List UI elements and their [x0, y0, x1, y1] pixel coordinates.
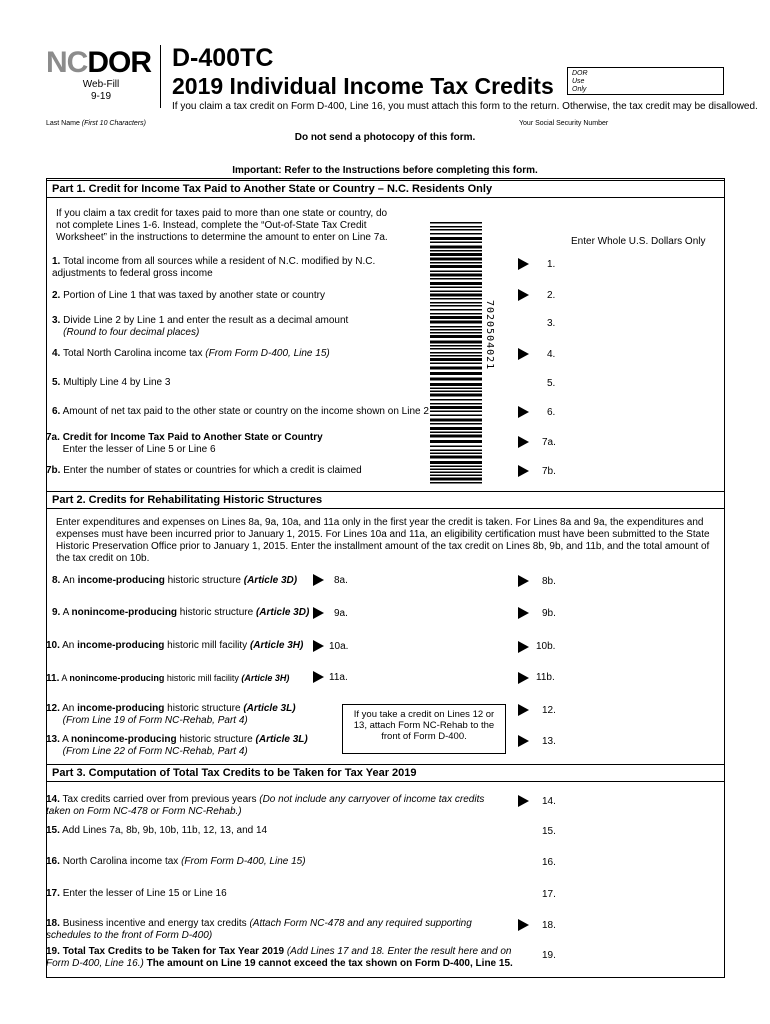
barcode-bar [430, 309, 482, 311]
ref-11a: 11a. [329, 672, 348, 683]
line-number: 6. [52, 406, 61, 417]
barcode-bar [430, 367, 482, 370]
barcode-bar [430, 461, 482, 464]
line-7b [46, 465, 362, 477]
line-text: historic mill facility [164, 673, 242, 683]
line-number: 5. [52, 377, 61, 388]
line-9 [52, 607, 309, 619]
line-subtext: (From Line 22 of Form NC-Rehab, Part 4) [62, 746, 248, 757]
barcode-bar [430, 383, 482, 386]
line-text: An [62, 640, 78, 651]
ref-11b: 11b. [536, 672, 555, 683]
barcode-bar [430, 352, 482, 354]
line-number: 17. [46, 888, 60, 899]
dor-use-line: Use [572, 78, 585, 85]
line-article: (Article 3H) [241, 673, 290, 683]
ref-2: 2. [547, 290, 556, 301]
line-number: 14. [46, 794, 60, 805]
arrow-icon [518, 704, 529, 716]
line-number: 15. [46, 825, 60, 836]
line-number: 10. [46, 640, 60, 651]
ref-3: 3. [547, 318, 556, 329]
line-text: Tax credits carried over from previous years [62, 794, 260, 805]
line-text: An [62, 703, 78, 714]
line-text: Divide Line 2 by Line 1 and enter the result as a decimal amount [63, 315, 349, 326]
barcode-bar [430, 363, 482, 365]
line-bold: nonincome-producing [71, 734, 177, 745]
line-number: 7a. [46, 432, 60, 443]
line-text: historic mill facility [164, 640, 250, 651]
ref-15: 15. [542, 826, 556, 837]
line-text: Amount of net tax paid to the other state or country on the income shown on Line 2 [62, 406, 429, 417]
barcode-bar [430, 222, 482, 224]
line-text: A [61, 673, 70, 683]
line-5 [52, 377, 170, 389]
header-divider [160, 45, 161, 108]
line-text: historic structure [177, 607, 256, 618]
arrow-icon [518, 919, 529, 931]
barcode-bar [430, 321, 482, 324]
barcode-bar [430, 274, 482, 277]
barcode-bar [430, 478, 482, 481]
barcode-bar [430, 406, 482, 409]
line-number: 3. [52, 315, 61, 326]
ref-16: 16. [542, 857, 556, 868]
barcode-bar [430, 287, 482, 289]
barcode-bar [430, 423, 482, 425]
line-text: historic structure [164, 575, 244, 586]
barcode-bar [430, 302, 482, 304]
barcode-bar [430, 388, 482, 390]
arrow-icon [518, 348, 529, 360]
line-subtext: (From Line 19 of Form NC-Rehab, Part 4) [62, 715, 248, 726]
arrow-icon [313, 574, 324, 586]
line-article: (Article 3D) [255, 607, 310, 618]
barcode-bar [430, 237, 482, 240]
line-text: North Carolina income tax [62, 856, 182, 867]
ref-12: 12. [542, 705, 556, 716]
barcode-bar [430, 258, 482, 261]
ref-1: 1. [547, 259, 556, 270]
line-6 [52, 406, 429, 418]
ref-9b: 9b. [542, 608, 556, 619]
barcode [430, 222, 490, 484]
ref-17: 17. [542, 889, 556, 900]
barcode-bar [430, 391, 482, 393]
form-number: D-400TC [172, 44, 274, 72]
revision-text: 9-19 [90, 91, 111, 102]
barcode-bar [430, 262, 482, 264]
barcode-bar [430, 415, 482, 417]
line-19 [46, 946, 516, 970]
line-number: 4. [52, 348, 61, 359]
barcode-bar [430, 278, 482, 280]
ref-5: 5. [547, 378, 556, 389]
line-15 [46, 825, 267, 837]
line-bold: The amount on Line 19 cannot exceed the tax shown on Form D-400, Line 15. [146, 958, 513, 969]
line-text: A [62, 734, 72, 745]
barcode-bar [430, 250, 482, 252]
dor-use-only-box [567, 67, 724, 95]
barcode-bar [430, 466, 482, 468]
line-number: 9. [52, 607, 61, 618]
barcode-bar [430, 329, 482, 331]
line-text: Multiply Line 4 by Line 3 [63, 377, 171, 388]
barcode-bar [430, 399, 482, 401]
line-bold: income-producing [77, 640, 165, 651]
line-italic: (Add Lines 17 and 18. Enter the result here and on Form D-400, Line 16.) [46, 946, 512, 969]
ref-8b: 8b. [542, 576, 556, 587]
barcode-bar [430, 456, 482, 459]
ref-19: 19. [542, 950, 556, 961]
barcode-bar [430, 345, 482, 347]
dor-use-line: DOR [572, 70, 588, 77]
line-subtext: Enter the lesser of Line 5 or Line 6 [62, 444, 216, 455]
barcode-bar [430, 246, 482, 249]
barcode-bar [430, 291, 482, 293]
barcode-bar [430, 432, 482, 434]
line-bold: income-producing [77, 575, 165, 586]
line-3 [52, 315, 348, 339]
line-article: (Article 3L) [243, 703, 296, 714]
ref-8a: 8a. [334, 575, 348, 586]
part1-intro: If you claim a tax credit for taxes paid to more than one state or country, do not complete Lines 1-6. Instead, complete the “Out-of-State Tax Credit Worksheet” in the instructions to determine the amount to enter on Line 7a. [56, 208, 388, 243]
line-text: Credit for Income Tax Paid to Another State or Country [62, 432, 323, 443]
barcode-bar [430, 355, 482, 357]
webfill-label [76, 79, 126, 103]
line-bold: nonincome-producing [71, 607, 178, 618]
barcode-bar [430, 316, 482, 319]
barcode-bar [430, 469, 482, 471]
line-text: Enter the lesser of Line 15 or Line 16 [62, 888, 227, 899]
ref-7a: 7a. [542, 437, 556, 448]
logo-nc-text: NC [46, 46, 88, 79]
line-article: (Article 3H) [249, 640, 304, 651]
barcode-bar [430, 242, 482, 244]
line-text: Total North Carolina income tax [62, 348, 206, 359]
barcode-bar [430, 419, 482, 422]
line-article: (Article 3L) [255, 734, 308, 745]
arrow-icon [518, 406, 529, 418]
part3-header: Part 3. Computation of Total Tax Credits to be Taken for Tax Year 2019 [46, 764, 725, 782]
line-number: 1. [52, 256, 61, 267]
arrow-icon [518, 607, 529, 619]
line-text: Business incentive and energy tax credits [62, 918, 250, 929]
line-text: Enter the number of states or countries for which a credit is claimed [63, 465, 362, 476]
barcode-bar [430, 253, 482, 256]
no-photocopy-notice: Do not send a photocopy of this form. [294, 132, 476, 143]
arrow-icon [313, 640, 324, 652]
barcode-bar [430, 378, 482, 381]
line-4 [52, 348, 330, 360]
line-13 [46, 734, 308, 758]
ref-13: 13. [542, 736, 556, 747]
barcode-bar [430, 472, 482, 474]
arrow-icon [518, 436, 529, 448]
arrow-icon [518, 465, 529, 477]
arrow-icon [518, 289, 529, 301]
barcode-bar [430, 226, 482, 228]
barcode-bar [430, 475, 482, 477]
whole-dollars-label: Enter Whole U.S. Dollars Only [571, 236, 706, 247]
line-text: Add Lines 7a, 8b, 9b, 10b, 11b, 12, 13, and 14 [62, 825, 268, 836]
ref-10a: 10a. [329, 641, 349, 652]
line-italic: (Do not include any carryover of income tax credits taken on Form NC-478 or Form NC-Rehab.) [46, 794, 485, 817]
line-italic: (Attach Form NC-478 and any required supporting schedules to the front of Form D-400) [46, 918, 472, 941]
barcode-bar [430, 453, 482, 455]
arrow-icon [518, 258, 529, 270]
line-bold: Total Tax Credits to be Taken for Tax Year 2019 [62, 946, 287, 957]
line-1 [52, 256, 392, 280]
arrow-icon [518, 735, 529, 747]
line-14 [46, 794, 506, 818]
barcode-bar [430, 450, 482, 452]
line-2 [52, 290, 325, 302]
arrow-icon [518, 795, 529, 807]
line-number: 8. [52, 575, 61, 586]
arrow-icon [518, 575, 529, 587]
barcode-bar [430, 233, 482, 235]
barcode-bar [430, 482, 482, 484]
line-number: 12. [46, 703, 60, 714]
part2-intro: Enter expenditures and expenses on Lines 8a, 9a, 10a, and 11a only in the first year the credit is taken. For Lines 8a and 9a, the expenditures and expenses must have been incurred prior to January 1, 2015. For Lines 10a and 11a, an eligibility certification must have been submitted to the State Historic Preservation Office prior to January 1, 2015. Enter the installment amount of the tax credit on Lines 8b, 9b, and 11b, and the total amount of the tax credit on 10b. [56, 517, 710, 564]
arrow-icon [313, 607, 324, 619]
barcode-bar [430, 326, 482, 328]
line-number: 2. [52, 290, 61, 301]
barcode-bar [430, 403, 482, 405]
line-text: Total income from all sources while a resident of N.C. modified by N.C. adjustments to federal gross income [52, 256, 376, 279]
line-text: historic structure [164, 703, 244, 714]
barcode-bar [430, 229, 482, 231]
ncdor-logo [46, 48, 151, 78]
line-subtext: (Round to four decimal places) [63, 327, 200, 338]
barcode-bar [430, 446, 482, 448]
ref-6: 6. [547, 407, 556, 418]
line-article: (Article 3D) [243, 575, 298, 586]
barcode-bar [430, 294, 482, 297]
line-16 [46, 856, 306, 868]
part2-header: Part 2. Credits for Rehabilitating Historic Structures [46, 491, 725, 509]
ref-10b: 10b. [536, 641, 556, 652]
barcode-bar [430, 427, 482, 430]
ref-14: 14. [542, 796, 556, 807]
form-title: 2019 Individual Income Tax Credits [172, 73, 554, 99]
line-italic: (From Form D-400, Line 15) [205, 348, 330, 359]
barcode-bar [430, 332, 482, 334]
barcode-bar [430, 341, 482, 344]
line-text: A [62, 607, 72, 618]
line-10 [46, 640, 303, 652]
barcode-bar [430, 282, 482, 285]
line-8 [52, 575, 297, 587]
line-italic: (From Form D-400, Line 15) [181, 856, 306, 867]
line-number: 13. [46, 734, 60, 745]
barcode-bar [430, 394, 482, 397]
barcode-bar [430, 440, 482, 443]
line-number: 16. [46, 856, 60, 867]
ref-18: 18. [542, 920, 556, 931]
last-name-label: Last Name (First 10 Characters) [46, 120, 146, 127]
line-number: 11. [46, 673, 60, 684]
important-notice: Important: Refer to the Instructions before completing this form. [232, 165, 538, 176]
line-text: historic structure [176, 734, 256, 745]
barcode-bar [430, 335, 482, 338]
logo-dor-text: DOR [87, 46, 152, 79]
ssn-label: Your Social Security Number [519, 120, 609, 127]
line-7a [46, 432, 323, 456]
barcode-bar [430, 305, 482, 307]
barcode-bar [430, 313, 482, 315]
ref-4: 4. [547, 349, 556, 360]
line-number: 7b. [46, 465, 61, 476]
barcode-bar [430, 298, 482, 300]
webfill-text: Web-Fill [82, 79, 120, 90]
line-text: An [62, 575, 78, 586]
line-18 [46, 918, 506, 942]
dor-use-line: Only [572, 86, 587, 93]
barcode-number: 7020504021 [484, 300, 495, 371]
arrow-icon [518, 641, 529, 653]
barcode-bar [430, 372, 482, 375]
ref-9a: 9a. [334, 608, 348, 619]
arrow-icon [518, 672, 529, 684]
line-12 [46, 703, 296, 727]
line-number: 19. [46, 946, 60, 957]
line-number: 18. [46, 918, 60, 929]
line-bold: nonincome-producing [69, 673, 165, 683]
line-bold: income-producing [77, 703, 165, 714]
line-17 [46, 888, 227, 900]
part1-header: Part 1. Credit for Income Tax Paid to Another State or Country – N.C. Residents Only [46, 180, 725, 198]
arrow-icon [313, 671, 324, 683]
nc-rehab-callout: If you take a credit on Lines 12 or 13, attach Form NC-Rehab to the front of Form D-400. [342, 704, 506, 754]
form-instruction: If you claim a tax credit on Form D-400, Line 16, you must attach this form to the return. Otherwise, the tax credit may be disallowed. [172, 101, 758, 112]
barcode-bar [430, 358, 482, 361]
line-text: Portion of Line 1 that was taxed by another state or country [63, 290, 325, 301]
ref-7b: 7b. [542, 466, 556, 477]
barcode-bar [430, 411, 482, 413]
barcode-bar [430, 348, 482, 350]
barcode-bar [430, 435, 482, 438]
barcode-bar [430, 271, 482, 273]
line-11 [46, 672, 289, 685]
barcode-bar [430, 265, 482, 268]
